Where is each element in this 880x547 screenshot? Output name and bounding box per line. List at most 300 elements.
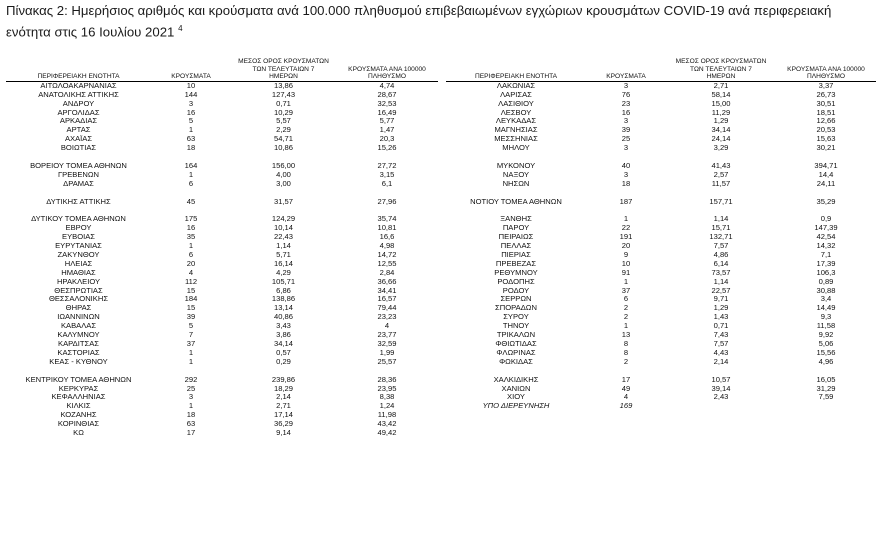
- per100k-value: 12,66: [816, 117, 836, 126]
- table-row: [6, 224, 438, 233]
- cases-value: 169: [619, 402, 633, 411]
- header-avg-line1: ΜΕΣΟΣ ΟΡΟΣ ΚΡΟΥΣΜΑΤΩΝ: [675, 58, 767, 65]
- table-row: [446, 180, 876, 189]
- region-name: ΝΗΣΩΝ: [502, 179, 530, 188]
- region-name: ΦΩΚΙΔΑΣ: [499, 357, 533, 366]
- per100k-value: 6,1: [381, 179, 393, 188]
- table-row: [6, 411, 438, 420]
- spacer-row: [446, 189, 876, 198]
- region-name: ΚΑΡΔΙΤΣΑΣ: [58, 340, 99, 349]
- per100k-value: 20,53: [816, 126, 836, 135]
- avg7-value: 9,14: [276, 429, 291, 438]
- header-region: ΠΕΡΙΦΕΡΕΙΑΚΗ ΕΝΟΤΗΤΑ: [446, 73, 586, 81]
- table-row: [6, 402, 438, 411]
- table-row: [6, 81, 438, 90]
- cases-value: 187: [619, 197, 633, 206]
- per100k-value: 35,74: [377, 215, 397, 224]
- avg7-value: 2,29: [276, 126, 291, 135]
- cases-value: 63: [186, 135, 196, 144]
- cases-value: 2: [623, 304, 629, 313]
- region-name: ΔΡΑΜΑΣ: [63, 179, 94, 188]
- avg7-value: 132,71: [709, 233, 733, 242]
- avg7-value: 54,71: [273, 135, 293, 144]
- table-row: [446, 358, 876, 367]
- cases-value: 91: [621, 268, 631, 277]
- cases-value: 17: [186, 429, 196, 438]
- cases-value: 20: [186, 259, 196, 268]
- per100k-value: 1,99: [379, 348, 395, 357]
- avg7-value: 138,86: [271, 295, 296, 304]
- region-name: ΑΡΓΟΛΙΔΑΣ: [57, 108, 100, 117]
- table-row: [6, 180, 438, 189]
- table-row: [6, 117, 438, 126]
- table-row: [6, 313, 438, 322]
- region-name: ΧΑΛΚΙΔΙΚΗΣ: [493, 375, 539, 384]
- region-name: ΚΑΣΤΟΡΙΑΣ: [57, 348, 100, 357]
- cases-value: 15: [186, 304, 196, 313]
- cases-value: 1: [188, 348, 194, 357]
- region-name: ΓΡΕΒΕΝΩΝ: [57, 170, 100, 179]
- avg7-value: 2,43: [713, 393, 729, 402]
- per100k-value: 23,23: [377, 313, 397, 322]
- per100k-value: [776, 402, 876, 411]
- table-row: [6, 358, 438, 367]
- per100k-value: 35,29: [816, 197, 836, 206]
- table-row: [6, 171, 438, 180]
- region-name: ΘΗΡΑΣ: [65, 304, 92, 313]
- header-avg-line2: ΤΩΝ ΤΕΛΕΥΤΑΙΩΝ 7: [690, 65, 752, 73]
- avg7-value: 124,29: [271, 215, 296, 224]
- spacer-row: [446, 206, 876, 215]
- per100k-value: 1,47: [379, 126, 395, 135]
- region-name: ΠΑΡΟΥ: [502, 224, 530, 233]
- cases-value: 20: [621, 242, 631, 251]
- footnote-ref: 4: [178, 24, 183, 33]
- avg7-value: 157,71: [709, 197, 733, 206]
- avg7-value: 1,29: [713, 117, 729, 126]
- table-row: [6, 198, 438, 207]
- table-row: [6, 135, 438, 144]
- per100k-value: 16,6: [379, 233, 395, 242]
- region-name: ΗΡΑΚΛΕΙΟΥ: [56, 277, 101, 286]
- spacer-row: [6, 206, 438, 215]
- avg7-value: 1,14: [276, 242, 291, 251]
- cases-value: 1: [623, 215, 629, 224]
- region-name: ΗΛΕΙΑΣ: [64, 259, 93, 268]
- avg7-value: 5,57: [276, 117, 291, 126]
- region-name: ΠΕΛΛΑΣ: [500, 242, 532, 251]
- cases-value: 6: [188, 179, 194, 188]
- table-row: [6, 295, 438, 304]
- avg7-value: 34,14: [711, 126, 731, 135]
- region-name: ΕΥΡΥΤΑΝΙΑΣ: [55, 242, 102, 251]
- avg7-value: 3,43: [276, 322, 291, 331]
- cases-value: 3: [623, 117, 629, 126]
- avg7-value: 1,14: [713, 277, 729, 286]
- table-row: [446, 215, 876, 224]
- cases-value: 6: [188, 250, 194, 259]
- per100k-value: 16,49: [377, 108, 397, 117]
- region-name: ΤΗΝΟΥ: [502, 322, 530, 331]
- table-row: [6, 215, 438, 224]
- avg7-value: 7,43: [713, 331, 729, 340]
- per100k-value: 3,4: [820, 295, 832, 304]
- per100k-value: 9,3: [820, 313, 832, 322]
- spacer-row: [6, 189, 438, 198]
- cases-value: 1: [188, 242, 194, 251]
- cases-value: 16: [621, 108, 631, 117]
- region-name: ΙΩΑΝΝΙΝΩΝ: [57, 313, 100, 322]
- table-row: [6, 420, 438, 429]
- cases-value: 23: [621, 99, 631, 108]
- per100k-value: 27,96: [377, 197, 397, 206]
- cases-value: 25: [621, 135, 631, 144]
- cases-value: 10: [621, 259, 631, 268]
- per100k-value: 15,26: [377, 144, 397, 153]
- cases-value: 164: [184, 161, 198, 170]
- per100k-value: 43,42: [377, 420, 397, 429]
- per100k-value: 2,84: [379, 268, 395, 277]
- per100k-value: 8,38: [379, 393, 395, 402]
- cases-value: 13: [621, 331, 631, 340]
- region-name: ΜΥΚΟΝΟΥ: [496, 161, 536, 170]
- region-name: ΚΙΛΚΙΣ: [66, 402, 91, 411]
- header-cases: ΚΡΟΥΣΜΑΤΑ: [151, 73, 231, 81]
- per100k-value: 28,67: [377, 90, 397, 99]
- avg7-value: 36,29: [273, 420, 293, 429]
- region-name: ΜΗΛΟΥ: [502, 144, 530, 153]
- table-row: [6, 162, 438, 171]
- table-row: [446, 295, 876, 304]
- table-row: [446, 117, 876, 126]
- avg7-value: 2,71: [713, 81, 729, 90]
- table-row: [6, 100, 438, 109]
- header-avg-line3: ΗΜΕΡΩΝ: [231, 73, 336, 81]
- avg7-value: 4,43: [713, 348, 729, 357]
- avg7-value: 0,71: [276, 99, 291, 108]
- cases-value: 1: [188, 357, 194, 366]
- region-name: ΚΑΒΑΛΑΣ: [60, 322, 97, 331]
- cases-value: 18: [621, 179, 631, 188]
- per100k-value: 17,39: [816, 259, 836, 268]
- avg7-value: 10,14: [273, 224, 293, 233]
- spacer-row: [446, 153, 876, 162]
- region-name: ΧΑΝΙΩΝ: [501, 384, 531, 393]
- per100k-value: 30,21: [816, 144, 836, 153]
- per100k-value: 4,96: [818, 357, 834, 366]
- cases-value: 17: [621, 375, 631, 384]
- avg7-value: 24,14: [711, 135, 731, 144]
- table-row: [446, 287, 876, 296]
- table-row: [446, 81, 876, 90]
- region-name: ΛΑΚΩΝΙΑΣ: [496, 81, 536, 90]
- avg7-value: 1,43: [713, 313, 729, 322]
- region-name: ΡΟΔΟΥ: [502, 286, 530, 295]
- region-name: ΧΙΟΥ: [507, 393, 525, 402]
- table-row: [6, 91, 438, 100]
- table-row: [446, 376, 876, 385]
- avg7-value: 2,71: [276, 402, 291, 411]
- region-name: ΠΕΙΡΑΙΩΣ: [498, 233, 534, 242]
- avg7-value: 34,14: [273, 340, 293, 349]
- table-row: [446, 91, 876, 100]
- region-name: ΒΟΙΩΤΙΑΣ: [60, 144, 97, 153]
- per100k-value: 147,39: [814, 224, 838, 233]
- table-row: [446, 393, 876, 402]
- cases-value: 3: [188, 393, 194, 402]
- cases-value: 1: [623, 322, 629, 331]
- region-name: ΘΕΣΣΑΛΟΝΙΚΗΣ: [48, 295, 109, 304]
- cases-value: 5: [188, 117, 194, 126]
- region-name: ΝΟΤΙΟΥ ΤΟΜΕΑ ΑΘΗΝΩΝ: [470, 197, 562, 206]
- avg7-value: 31,57: [273, 197, 293, 206]
- cases-value: 292: [184, 375, 198, 384]
- table-row: [6, 304, 438, 313]
- table-row: [446, 304, 876, 313]
- per100k-value: 5,06: [818, 340, 834, 349]
- table-row: [446, 322, 876, 331]
- avg7-value: 41,43: [711, 161, 731, 170]
- per100k-value: 10,81: [377, 224, 397, 233]
- avg7-value: 7,57: [713, 340, 729, 349]
- avg7-value: 11,29: [711, 108, 731, 117]
- avg7-value: 105,71: [271, 277, 296, 286]
- avg7-value: 2,14: [713, 357, 729, 366]
- per100k-value: 12,55: [377, 259, 397, 268]
- table-row: [446, 171, 876, 180]
- avg7-value: 4,00: [276, 170, 291, 179]
- region-name: ΥΠΟ ΔΙΕΡΕΥΝΗΣΗ: [482, 402, 550, 411]
- table-row: [446, 251, 876, 260]
- avg7-value: 73,57: [711, 268, 731, 277]
- per100k-value: 4,98: [379, 242, 395, 251]
- cases-value: 63: [186, 420, 196, 429]
- per100k-value: 32,53: [377, 99, 397, 108]
- region-name: ΚΑΛΥΜΝΟΥ: [57, 331, 100, 340]
- avg7-value: 0,57: [276, 348, 291, 357]
- region-name: ΛΑΣΙΘΙΟΥ: [498, 99, 534, 108]
- cases-value: 175: [184, 215, 198, 224]
- cases-value: 18: [186, 411, 196, 420]
- avg7-value: 5,71: [276, 250, 291, 259]
- spacer-row: [6, 153, 438, 162]
- per100k-value: 28,36: [377, 375, 397, 384]
- per100k-value: 15,63: [816, 135, 836, 144]
- table-row: [446, 162, 876, 171]
- per100k-value: 27,72: [377, 161, 397, 170]
- avg7-value: 22,57: [711, 286, 731, 295]
- header-cases: ΚΡΟΥΣΜΑΤΑ: [586, 73, 666, 81]
- header-avg-line1: ΜΕΣΟΣ ΟΡΟΣ ΚΡΟΥΣΜΑΤΩΝ: [238, 58, 329, 65]
- per100k-value: 14,4: [818, 170, 834, 179]
- avg7-value: 127,43: [271, 90, 296, 99]
- region-name: ΣΕΡΡΩΝ: [500, 295, 532, 304]
- region-name: ΚΟΖΑΝΗΣ: [60, 411, 97, 420]
- per100k-value: 1,24: [379, 402, 395, 411]
- region-name: ΝΑΞΟΥ: [502, 170, 530, 179]
- cases-value: 9: [623, 250, 629, 259]
- header-avg-line2: ΤΩΝ ΤΕΛΕΥΤΑΙΩΝ 7: [252, 65, 315, 73]
- avg7-value: 0,29: [276, 357, 291, 366]
- region-name: ΠΙΕΡΙΑΣ: [501, 250, 531, 259]
- spacer-row: [6, 367, 438, 376]
- cases-value: 1: [188, 170, 194, 179]
- avg7-value: 3,00: [276, 179, 291, 188]
- avg7-value: 239,86: [271, 375, 296, 384]
- avg7-value: 4,29: [276, 268, 291, 277]
- cases-value: 3: [188, 99, 194, 108]
- per100k-value: 42,54: [816, 233, 836, 242]
- per100k-value: 26,73: [816, 90, 836, 99]
- region-name: ΑΡΤΑΣ: [66, 126, 91, 135]
- cases-value: 39: [186, 313, 196, 322]
- region-name: ΦΘΙΩΤΙΔΑΣ: [495, 340, 537, 349]
- per100k-value: 0,9: [820, 215, 832, 224]
- table-caption: [6, 2, 876, 41]
- cases-value: 49: [621, 384, 631, 393]
- avg7-value: 6,14: [713, 259, 729, 268]
- per100k-value: 14,32: [816, 242, 836, 251]
- per100k-value: 16,05: [816, 375, 836, 384]
- per100k-value: 24,11: [816, 179, 836, 188]
- region-name: ΗΜΑΘΙΑΣ: [61, 268, 96, 277]
- table-row: [6, 260, 438, 269]
- cases-value: 184: [184, 295, 198, 304]
- per100k-value: 32,59: [377, 340, 397, 349]
- per100k-value: 3,37: [818, 81, 834, 90]
- table-row: [6, 429, 438, 438]
- per100k-value: 4: [384, 322, 390, 331]
- cases-value: 1: [188, 402, 194, 411]
- avg7-value: 17,14: [273, 411, 293, 420]
- avg7-value: 10,29: [273, 108, 293, 117]
- region-name: ΑΙΤΩΛΟΑΚΑΡΝΑΝΙΑΣ: [40, 81, 117, 90]
- region-name: ΖΑΚΥΝΘΟΥ: [57, 250, 100, 259]
- cases-value: 1: [188, 126, 194, 135]
- region-name: ΛΕΥΚΑΔΑΣ: [495, 117, 537, 126]
- avg7-value: 15,00: [711, 99, 731, 108]
- table-row: [446, 135, 876, 144]
- per100k-value: 11,98: [377, 411, 397, 420]
- region-name: ΚΕΝΤΡΙΚΟΥ ΤΟΜΕΑ ΑΘΗΝΩΝ: [25, 375, 132, 384]
- cases-value: 7: [188, 331, 194, 340]
- cases-value: 8: [623, 340, 629, 349]
- region-name: ΛΕΣΒΟΥ: [500, 108, 532, 117]
- cases-value: 3: [623, 170, 629, 179]
- table-row: [6, 242, 438, 251]
- cases-value: 39: [621, 126, 631, 135]
- table-row: [446, 340, 876, 349]
- cases-value: 4: [188, 268, 194, 277]
- avg7-value: 16,14: [273, 259, 293, 268]
- table-row: [6, 109, 438, 118]
- table-row: [6, 393, 438, 402]
- per100k-value: 49,42: [377, 429, 397, 438]
- region-name: ΕΥΒΟΙΑΣ: [62, 233, 95, 242]
- per100k-value: 30,51: [816, 99, 836, 108]
- table-row: [446, 313, 876, 322]
- cases-value: 5: [188, 322, 194, 331]
- header-region: ΠΕΡΙΦΕΡΕΙΑΚΗ ΕΝΟΤΗΤΑ: [6, 73, 151, 81]
- per100k-value: 106,3: [816, 268, 836, 277]
- per100k-value: 4,74: [379, 81, 395, 90]
- per100k-value: 34,41: [377, 286, 397, 295]
- region-name: ΚΕΑΣ - ΚΥΘΝΟΥ: [49, 357, 108, 366]
- table-row: [446, 109, 876, 118]
- region-name: ΣΠΟΡΑΔΩΝ: [495, 304, 537, 313]
- region-name: ΚΕΡΚΥΡΑΣ: [58, 384, 99, 393]
- avg7-value: 3,29: [713, 144, 729, 153]
- table-row: [6, 287, 438, 296]
- table-row: [6, 340, 438, 349]
- cases-value: 144: [184, 90, 198, 99]
- table-row: [6, 376, 438, 385]
- region-name: ΔΥΤΙΚΗΣ ΑΤΤΙΚΗΣ: [46, 197, 111, 206]
- table-row: [446, 224, 876, 233]
- table-row: [446, 402, 876, 411]
- region-name: ΜΕΣΣΗΝΙΑΣ: [494, 135, 538, 144]
- per100k-value: 7,59: [818, 393, 834, 402]
- region-name: ΛΑΡΙΣΑΣ: [500, 90, 532, 99]
- table-row: [446, 260, 876, 269]
- table-caption-text: Πίνακας 2: Ημερήσιος αριθμός και κρούσματα ανά 100.000 πληθυσμού επιβεβαιωμένων εγχώριων κρουσμάτων COVID-19 ανά περιφερειακή ενότητα στις 16 Ιουλίου 2021: [6, 3, 832, 40]
- region-name: ΒΟΡΕΙΟΥ ΤΟΜΕΑ ΑΘΗΝΩΝ: [30, 161, 127, 170]
- left-table-body: [6, 81, 438, 438]
- cases-value: 191: [619, 233, 633, 242]
- avg7-value: 9,71: [713, 295, 729, 304]
- avg7-value: 6,86: [276, 286, 291, 295]
- right-table-body: [446, 81, 876, 411]
- per100k-value: 0,89: [818, 277, 834, 286]
- avg7-value: 11,57: [711, 179, 731, 188]
- table-row: [6, 349, 438, 358]
- table-row: [446, 100, 876, 109]
- per100k-value: 15,56: [816, 348, 836, 357]
- avg7-value: 22,43: [273, 233, 293, 242]
- left-regions-table: [6, 58, 438, 438]
- region-name: ΠΡΕΒΕΖΑΣ: [495, 259, 537, 268]
- avg7-value: 58,14: [711, 90, 731, 99]
- avg7-value: 13,14: [273, 304, 293, 313]
- avg7-value: 1,29: [713, 304, 729, 313]
- cases-value: 45: [186, 197, 196, 206]
- right-regions-table: [446, 58, 876, 411]
- avg7-value: 7,57: [713, 242, 729, 251]
- per100k-value: 79,44: [377, 304, 397, 313]
- cases-value: 4: [623, 393, 629, 402]
- avg7-value: 0,71: [713, 322, 729, 331]
- region-name: ΜΑΓΝΗΣΙΑΣ: [494, 126, 538, 135]
- table-row: [6, 126, 438, 135]
- region-name: ΡΕΘΥΜΝΟΥ: [494, 268, 538, 277]
- table-row: [6, 233, 438, 242]
- region-name: ΚΟΡΙΝΘΙΑΣ: [57, 420, 100, 429]
- per100k-value: 14,49: [816, 304, 836, 313]
- header-per100k-line1: ΚΡΟΥΣΜΑΤΑ ΑΝΑ 100000: [348, 65, 426, 73]
- table-row: [6, 385, 438, 394]
- table-row: [446, 242, 876, 251]
- region-name: ΤΡΙΚΑΛΩΝ: [496, 331, 536, 340]
- per100k-value: 36,66: [377, 277, 397, 286]
- table-row: [6, 251, 438, 260]
- cases-value: 2: [623, 357, 629, 366]
- per100k-value: 9,92: [818, 331, 834, 340]
- cases-value: 10: [186, 81, 196, 90]
- table-row: [446, 278, 876, 287]
- cases-value: 8: [623, 348, 629, 357]
- cases-value: 6: [623, 295, 629, 304]
- cases-value: 40: [621, 161, 631, 170]
